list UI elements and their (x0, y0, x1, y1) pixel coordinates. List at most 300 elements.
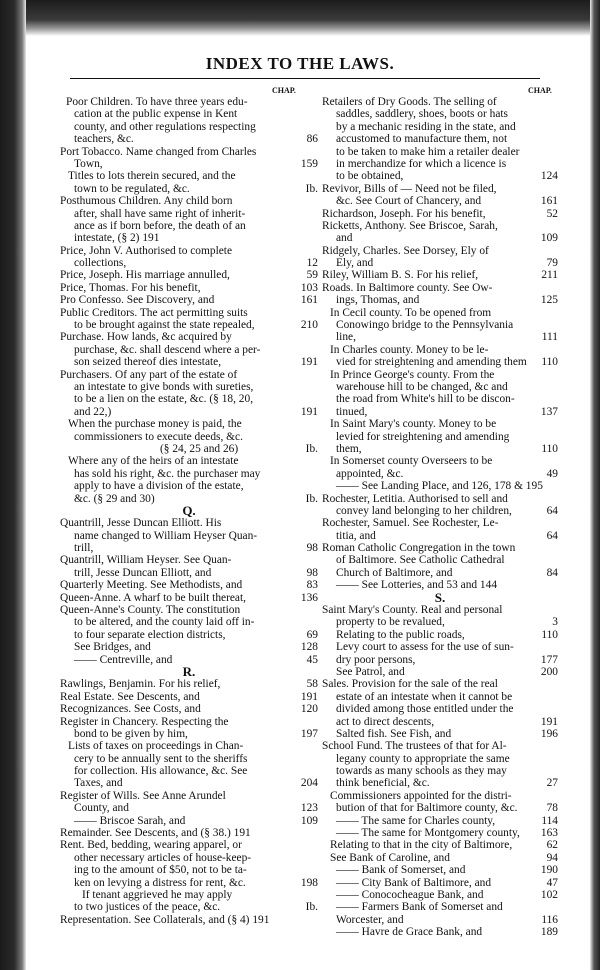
index-entry-line (322, 753, 558, 765)
chapter-number: 161 (540, 195, 558, 208)
index-entry-line (322, 294, 558, 306)
index-entry-line (60, 468, 318, 480)
index-entry-line (322, 331, 558, 343)
entry-text: divided among those entitled under the (336, 703, 514, 716)
index-entry-line (60, 604, 318, 616)
index-entry-line (322, 455, 558, 467)
index-entry-line (60, 121, 318, 133)
chapter-number: 161 (300, 294, 318, 307)
entry-text: Lists of taxes on proceedings in Chan- (68, 740, 244, 753)
index-entry-line (322, 208, 558, 220)
index-entry-line (60, 641, 318, 653)
index-entry-line (60, 319, 318, 331)
entry-text: cation at the public expense in Kent (74, 108, 238, 121)
entry-text: town to be regulated, &c. (74, 182, 190, 195)
entry-text: Sales. Provision for the sale of the real (322, 678, 498, 691)
entry-text: Ely, and (336, 257, 374, 270)
entry-text: If tenant aggrieved he may apply (82, 889, 233, 901)
index-entry-line (60, 839, 318, 851)
index-entry-line (322, 926, 558, 938)
entry-text: Representation. See Collaterals, and (§ 4) 191 (60, 913, 270, 926)
index-entry-line (60, 740, 318, 752)
index-entry-line (322, 852, 558, 864)
index-entry-line (60, 864, 318, 876)
chapter-number: Ib. (305, 442, 318, 455)
entry-text: Worcester, and (336, 913, 404, 926)
chapter-number: 211 (541, 269, 558, 282)
entry-text: accustomed to manufacture them, not (336, 133, 508, 146)
section-letter-header (60, 505, 318, 517)
chapter-number: 114 (541, 814, 558, 827)
entry-text: Town, (74, 157, 103, 170)
chapter-number: 110 (541, 356, 558, 369)
entry-text: line, (336, 331, 356, 344)
index-entry-line (60, 245, 318, 257)
index-entry-line (60, 108, 318, 120)
chapter-number: 103 (300, 281, 318, 294)
entry-text: son seized thereof dies intestate, (74, 356, 222, 369)
entry-text: Rochester, Samuel. See Rochester, Le- (322, 517, 499, 530)
entry-text: commissioners to execute deeds, &c. (74, 430, 243, 443)
entry-text: convey land belonging to her children, (336, 504, 512, 517)
entry-text: In Prince George's county. From the (330, 368, 495, 381)
page-title: INDEX TO THE LAWS. (205, 54, 395, 73)
entry-text: Taxes, and (74, 777, 123, 790)
entry-text: Purchase. How lands, &c acquired by (60, 331, 232, 344)
entry-text: bond to be given by him, (74, 727, 188, 740)
entry-text: Recognizances. See Costs, and (60, 703, 201, 716)
chapter-number: 204 (300, 777, 318, 790)
entry-text: trill, Jesse Duncan Elliott, and (74, 566, 212, 579)
entry-text: —— See Lotteries, and 53 and 144 (336, 579, 498, 592)
entry-text: Riley, William B. S. For his relief, (322, 269, 479, 282)
index-entry-line (60, 567, 318, 579)
index-entry-line (322, 307, 558, 319)
index-entry-line (322, 443, 558, 455)
chapter-number: 198 (300, 876, 318, 889)
entry-text: Rent. Bed, bedding, wearing apparel, or (60, 839, 242, 852)
index-entry-line (322, 344, 558, 356)
index-entry-line (60, 901, 318, 913)
index-entry-line (322, 703, 558, 715)
entry-text: See Bridges, and (74, 641, 151, 654)
chapter-number: 98 (306, 542, 318, 555)
index-entry-line (60, 418, 318, 430)
chapter-number: 84 (546, 566, 558, 579)
entry-text: &c. See Court of Chancery, and (336, 195, 482, 208)
index-entry-line (322, 567, 558, 579)
entry-text: Pro Confesso. See Discovery, and (60, 294, 215, 307)
index-entry-line (60, 133, 318, 145)
index-entry-line (60, 344, 318, 356)
entry-text: county, and other regulations respecting (74, 120, 256, 133)
index-entry-line (60, 307, 318, 319)
entry-text: warehouse hill to be changed, &c and (336, 380, 508, 393)
entry-text: In Somerset county Overseers to be (330, 455, 493, 468)
chapter-number: 109 (300, 814, 318, 827)
index-entry-line (322, 641, 558, 653)
index-entry-line (60, 765, 318, 777)
entry-text: Commissioners appointed for the distri- (330, 789, 512, 802)
entry-text: to be obtained, (336, 170, 404, 183)
index-entry-line (60, 369, 318, 381)
index-entry-line (60, 517, 318, 529)
entry-text: —— See Landing Place, and 126, 178 & 195 (336, 480, 543, 493)
chapter-number: 12 (306, 257, 318, 270)
index-entry-line (322, 133, 558, 145)
entry-text: Rochester, Letitia. Authorised to sell and (322, 492, 508, 505)
chapter-number: 86 (306, 133, 318, 146)
chapter-number: 83 (306, 579, 318, 592)
chapter-number: 128 (300, 641, 318, 654)
entry-text: name changed to William Heyser Quan- (74, 529, 258, 542)
index-entry-line (60, 493, 318, 505)
entry-text: Poor Children. To have three years edu- (66, 96, 248, 108)
entry-text: other necessary articles of house-keep- (74, 851, 252, 864)
chapter-number: 163 (540, 827, 558, 840)
entry-text: collections, (74, 257, 127, 270)
chapter-number: Ib. (305, 901, 318, 914)
index-entry-line (60, 530, 318, 542)
chapter-number: 3 (552, 616, 558, 629)
index-entry-line (322, 765, 558, 777)
index-entry-line (322, 530, 558, 542)
entry-text: property to be revalued, (336, 616, 445, 629)
chapter-number: 45 (306, 653, 318, 666)
entry-text: tinued, (336, 405, 368, 418)
entry-text: Roman Catholic Congregation in the town (322, 542, 516, 555)
index-entry-line (322, 889, 558, 901)
entry-text: Salted fish. See Fish, and (336, 727, 452, 740)
entry-text: Price, Thomas. For his benefit, (60, 281, 201, 294)
index-entry-line (60, 195, 318, 207)
index-entry-line (60, 703, 318, 715)
index-entry-line (60, 554, 318, 566)
section-letter-header (322, 592, 558, 604)
index-entry-line (60, 802, 318, 814)
index-entry-line (60, 96, 318, 108)
index-entry-line (322, 493, 558, 505)
entry-text: Relating to that in the city of Baltimore, (330, 839, 513, 852)
index-entry-line (322, 96, 558, 108)
scan-border-right (590, 0, 600, 970)
entry-text: Quantrill, Jesse Duncan Elliott. His (60, 517, 222, 530)
index-entry-line (322, 480, 558, 492)
index-entry-line (322, 616, 558, 628)
index-entry-line (322, 790, 558, 802)
section-letter: Q. (182, 504, 196, 518)
chapter-number: 197 (300, 727, 318, 740)
entry-text: Rawlings, Benjamin. For his relief, (60, 678, 221, 691)
index-entry-line (60, 146, 318, 158)
entry-text: ance as if born before, the death of an (74, 219, 246, 232)
index-entry-line (60, 827, 318, 839)
chapter-number: 191 (300, 690, 318, 703)
entry-text: See Bank of Caroline, and (330, 851, 450, 864)
index-entry-line (60, 381, 318, 393)
index-entry-line (322, 802, 558, 814)
index-entry-line (322, 716, 558, 728)
chap-label-left: CHAP. (272, 86, 296, 95)
chapter-number: 111 (541, 331, 558, 344)
index-entry-line (322, 121, 558, 133)
scan-border-top (0, 0, 600, 36)
index-entry-line (322, 393, 558, 405)
index-entry-line (322, 220, 558, 232)
index-entry-line (322, 381, 558, 393)
entry-text: bution of that for Baltimore county, &c. (336, 802, 518, 815)
index-entry-line (60, 542, 318, 554)
index-entry-line (322, 356, 558, 368)
index-entry-line (60, 777, 318, 789)
entry-text: legany county to appropriate the same (336, 752, 510, 765)
entry-text: to be taken to make him a retailer dealer (336, 145, 520, 158)
entry-text: Titles to lots therein secured, and the (68, 170, 236, 183)
index-entry-line (60, 877, 318, 889)
entry-text: When the purchase money is paid, the (68, 418, 242, 431)
entry-text: Remainder. See Descents, and (§ 38.) 191 (60, 827, 251, 840)
index-entry-line (322, 146, 558, 158)
index-entry-line (60, 257, 318, 269)
entry-text: the road from White's hill to be discon- (336, 393, 515, 406)
entry-text: of Baltimore. See Catholic Cathedral (336, 554, 505, 567)
entry-text: dry poor persons, (336, 653, 416, 666)
index-entry-line (60, 616, 318, 628)
entry-text: saddles, saddlery, shoes, boots or hats (336, 108, 508, 121)
entry-text: Retailers of Dry Goods. The selling of (322, 96, 497, 108)
entry-text: ken on levying a distress for rent, &c. (74, 876, 246, 889)
chapter-number: 59 (306, 269, 318, 282)
entry-text: act to direct descents, (336, 715, 435, 728)
chapter-number: 110 (541, 442, 558, 455)
index-entry-line (60, 356, 318, 368)
entry-text: Queen-Anne's County. The constitution (60, 604, 241, 617)
entry-text: Port Tobacco. Name changed from Charles (60, 145, 257, 158)
index-entry-line (60, 455, 318, 467)
section-letter-header (60, 666, 318, 678)
entry-text: Public Creditors. The act permitting suits (60, 306, 248, 319)
index-entry-line (60, 753, 318, 765)
chapter-number: 120 (300, 703, 318, 716)
entry-text: School Fund. The trustees of that for Al- (322, 740, 507, 753)
index-column-left (60, 96, 318, 926)
entry-text: Levy court to assess for the use of sun- (336, 641, 514, 654)
chapter-number: 137 (540, 405, 558, 418)
entry-text: trill, (74, 542, 94, 555)
index-entry-line (322, 431, 558, 443)
entry-text: Where any of the heirs of an intestate (68, 455, 239, 468)
chapter-number: 189 (540, 926, 558, 939)
entry-text: —— Conococheague Bank, and (336, 889, 484, 901)
entry-text: for collection. His allowance, &c. See (74, 765, 248, 778)
entry-text: Relating to the public roads, (336, 628, 465, 641)
index-entry-line (322, 468, 558, 480)
index-entry-line (60, 629, 318, 641)
index-entry-line (60, 393, 318, 405)
entry-text: Price, Joseph. His marriage annulled, (60, 269, 230, 282)
chapter-number: 102 (540, 889, 558, 901)
index-entry-line (322, 678, 558, 690)
chapter-number: 94 (546, 851, 558, 864)
index-entry-line (322, 158, 558, 170)
entry-text: an intestate to give bonds with sureties, (74, 380, 254, 393)
index-entry-line (60, 914, 318, 926)
chapter-number: 136 (300, 591, 318, 604)
entry-text: County, and (74, 802, 129, 815)
title-rule (70, 78, 540, 79)
section-letter: R. (182, 665, 196, 679)
index-entry-line (60, 678, 318, 690)
chapter-number: 27 (546, 777, 558, 790)
index-entry-line (60, 282, 318, 294)
entry-text: See Patrol, and (336, 665, 405, 678)
index-entry-line (322, 914, 558, 926)
index-entry-line (322, 901, 558, 913)
scan-border-left (0, 0, 26, 970)
index-entry-line (322, 839, 558, 851)
index-entry-line (60, 815, 318, 827)
entry-text: —— City Bank of Baltimore, and (336, 876, 492, 889)
index-entry-line (322, 728, 558, 740)
index-entry-line (60, 232, 318, 244)
index-entry-line (322, 629, 558, 641)
entry-text: Revivor, Bills of — Need not be filed, (322, 182, 497, 195)
entry-text: —— The same for Charles county, (336, 814, 496, 827)
index-entry-line (322, 282, 558, 294)
entry-text: —— Briscoe Sarah, and (74, 814, 186, 827)
chapter-number: 49 (546, 467, 558, 480)
index-entry-line (322, 815, 558, 827)
index-entry-line (322, 666, 558, 678)
entry-text: Register of Wills. See Anne Arundel (60, 789, 226, 802)
index-entry-line (322, 319, 558, 331)
chapter-number: 124 (540, 170, 558, 183)
entry-text: —— The same for Montgomery county, (336, 827, 520, 840)
index-entry-line (322, 418, 558, 430)
entry-text: has sold his right, &c. the purchaser may (74, 467, 261, 480)
entry-text: Queen-Anne. A wharf to be built thereat, (60, 591, 246, 604)
chapter-number: 116 (541, 913, 558, 926)
index-entry-line (322, 369, 558, 381)
entry-text: titia, and (336, 529, 376, 542)
index-entry-line (322, 170, 558, 182)
index-entry-line (60, 691, 318, 703)
chapter-number: 62 (546, 839, 558, 852)
index-entry-line (322, 542, 558, 554)
chapter-number: 196 (540, 727, 558, 740)
chapter-number: 191 (540, 715, 558, 728)
entry-text: to be a lien on the estate, &c. (§ 18, 20, (74, 393, 254, 406)
index-entry-line (60, 579, 318, 591)
index-entry-line (322, 877, 558, 889)
entry-text: levied for streightening and amending (336, 430, 510, 443)
entry-text: appointed, &c. (336, 467, 404, 480)
index-entry-line (60, 889, 318, 901)
entry-text: estate of an intestate when it cannot be (336, 690, 513, 703)
entry-text: Posthumous Children. Any child born (60, 195, 233, 208)
chapter-number: 191 (300, 356, 318, 369)
chapter-number: 159 (300, 157, 318, 170)
chap-label-right: CHAP. (528, 86, 552, 95)
index-entry-line (60, 269, 318, 281)
index-entry-line (60, 480, 318, 492)
index-entry-line (322, 827, 558, 839)
index-entry-line (322, 269, 558, 281)
index-entry-line (322, 691, 558, 703)
chapter-number: 177 (540, 653, 558, 666)
index-entry-line (60, 654, 318, 666)
chapter-number: 210 (300, 319, 318, 332)
entry-text: cery to be annually sent to the sheriffs (74, 752, 248, 765)
entry-text: &c. (§ 29 and 30) (74, 492, 155, 505)
entry-text: teachers, &c. (74, 133, 134, 146)
entry-text: —— Farmers Bank of Somerset and (336, 901, 503, 914)
index-entry-line (60, 431, 318, 443)
index-entry-line (60, 183, 318, 195)
entry-text: think beneficial, &c. (336, 777, 430, 790)
entry-text: apply to have a division of the estate, (74, 480, 244, 493)
chapter-number: 200 (540, 665, 558, 678)
entry-text: and (336, 232, 353, 245)
chapter-number: 191 (300, 405, 318, 418)
entry-text: to four separate election districts, (74, 628, 226, 641)
index-entry-line (60, 716, 318, 728)
chapter-number: 47 (546, 876, 558, 889)
index-entry-line (60, 220, 318, 232)
chapter-number: Ib. (305, 182, 318, 195)
index-entry-line (60, 728, 318, 740)
entry-text: Church of Baltimore, and (336, 566, 453, 579)
entry-text: in merchandize for which a licence is (336, 157, 507, 170)
entry-text: intestate, (§ 2) 191 (74, 232, 160, 245)
index-entry-line (60, 331, 318, 343)
entry-text: towards as many schools as they may (336, 765, 507, 778)
entry-text: after, shall have same right of inherit- (74, 207, 246, 220)
index-column-right (322, 96, 558, 939)
entry-text: In Cecil county. To be opened from (330, 306, 492, 319)
entry-text: Price, John V. Authorised to complete (60, 244, 233, 257)
entry-text: them, (336, 442, 362, 455)
index-entry-line (60, 170, 318, 182)
index-entry-line (322, 604, 558, 616)
index-entry-line (322, 554, 558, 566)
entry-text: ing to the amount of $50, not to be ta- (74, 864, 247, 877)
chapter-number: 190 (540, 864, 558, 877)
index-entry-line (60, 406, 318, 418)
entry-text: and 22,) (74, 405, 112, 418)
entry-text: (§ 24, 25 and 26) (160, 442, 239, 455)
entry-text: vied for streightening and amending them (336, 356, 527, 369)
entry-text: —— Bank of Somerset, and (336, 864, 466, 877)
entry-text: Roads. In Baltimore county. See Ow- (322, 281, 493, 294)
entry-text: Ricketts, Anthony. See Briscoe, Sarah, (322, 219, 498, 232)
section-letter: S. (434, 591, 446, 605)
index-entry-line (322, 777, 558, 789)
entry-text: Real Estate. See Descents, and (60, 690, 200, 703)
entry-text: Ridgely, Charles. See Dorsey, Ely of (322, 244, 489, 257)
index-entry-line (322, 579, 558, 591)
chapter-number: 109 (540, 232, 558, 245)
index-entry-line (322, 505, 558, 517)
index-entry-line (322, 183, 558, 195)
chapter-number: 78 (546, 802, 558, 815)
index-entry-line (60, 443, 318, 455)
index-entry-line (322, 257, 558, 269)
index-entry-line (60, 294, 318, 306)
chapter-number: 110 (541, 628, 558, 641)
entry-text: —— Centreville, and (74, 653, 173, 666)
index-entry-line (322, 517, 558, 529)
